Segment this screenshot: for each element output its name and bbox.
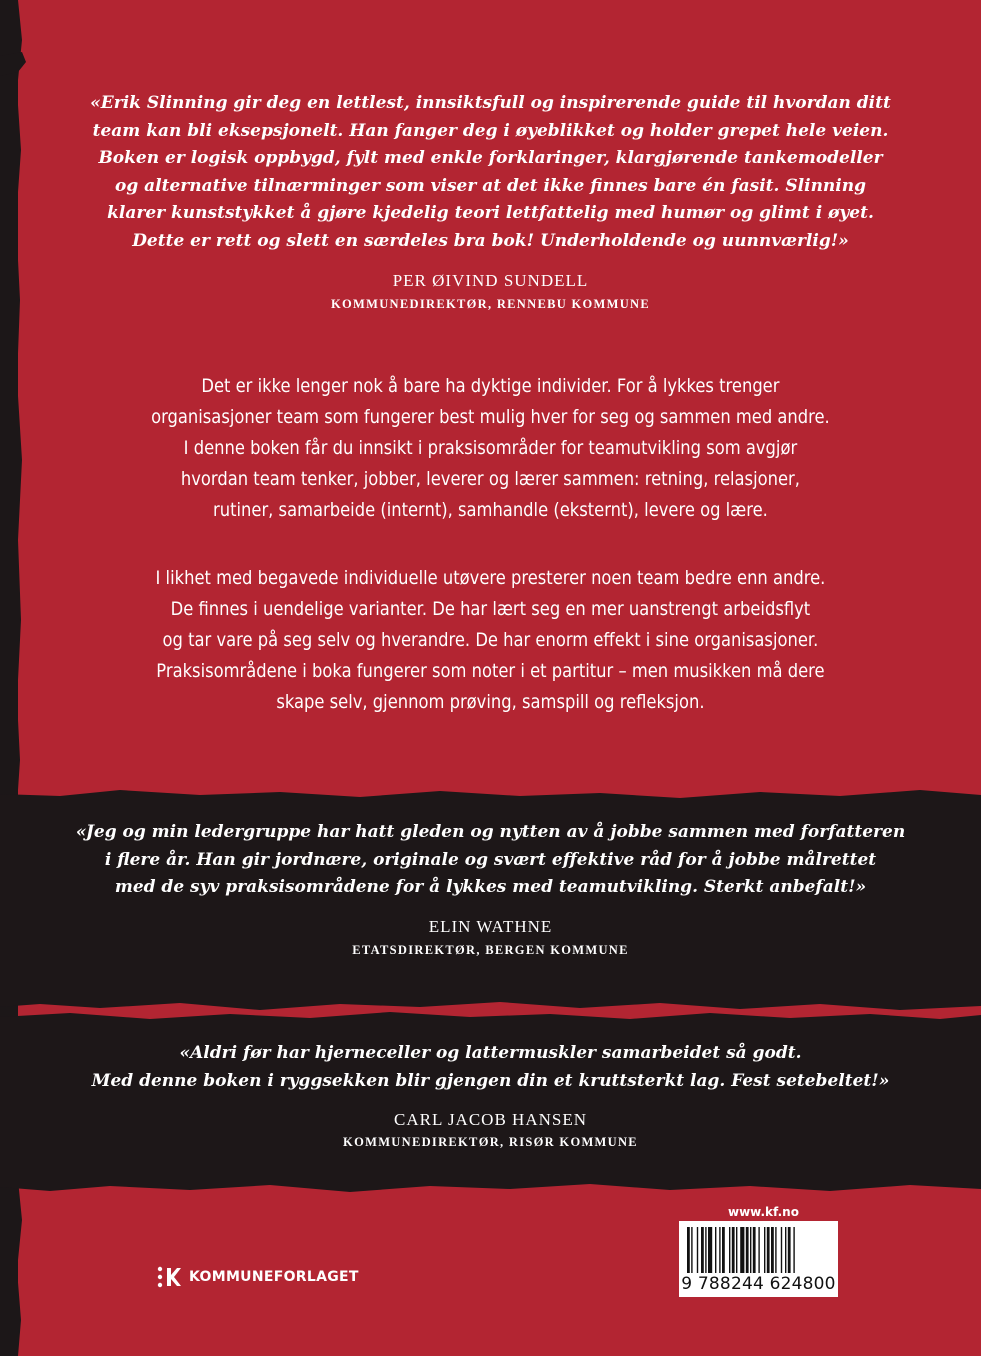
barcode-bar [708, 1227, 712, 1273]
band-2-bottom-edge [0, 1180, 981, 1196]
publisher-url: www.kf.no [728, 1205, 799, 1219]
quote-3-author: CARL JACOB HANSEN [393, 1110, 587, 1129]
publisher-name: KOMMUNEFORLAGET [189, 1269, 359, 1285]
band-1-top-edge [0, 786, 981, 802]
barcode-bar [785, 1227, 786, 1273]
barcode-bar [764, 1227, 765, 1273]
barcode-bar [746, 1227, 749, 1273]
quote-2-text: «Jeg og min ledergruppe har hatt gleden og nytten av å jobbe sammen med forfatteren i flere år. Han gir jordnære, originale og svært effektive råd for å jobbe målrettet med de syv praksisområdene for å lykkes med teamutvikling. Sterkt anbefalt!» [75, 822, 906, 897]
barcode-bar [729, 1227, 730, 1273]
band-2-top-edge [0, 1008, 981, 1024]
torn-edge-top [0, 50, 26, 80]
isbn-number: 9 788244 624800 [681, 1274, 836, 1294]
quote-1-text: «Erik Slinning gir deg en lettlest, innsiktsfull og inspirerende guide til hvordan ditt team kan bli eksepsjonelt. Han fanger deg i øyeblikket og holder grepet hele veien. Boken er logisk oppbygd, fylt med enkle forklaringer, klargjørende tankemodeller og alternative tilnærminger som viser at det ikke finnes bare én fasit. Slinning klarer kunststykket å gjøre kjedelig teori lettfattelig med humør og glimt i øyet. Dette er rett og slett en særdeles bra bok! Underholdende og uunnværlig!» [90, 93, 891, 251]
barcode-bar [750, 1227, 751, 1273]
barcode-bars-graphic [687, 1227, 830, 1273]
quote-3-role: KOMMUNEDIREKTØR, RISØR KOMMUNE [343, 1135, 638, 1149]
barcode-bar [705, 1227, 706, 1273]
description-paragraph-1: Det er ikke lenger nok å bare ha dyktige individer. For å lykkes trenger organisasjoner team som fungerer best mulig hver for seg og sammen med andre. I denne boken får du innsikt i praksisområder for teamutvikling som avgjør hvordan team tenker, jobber, leverer og lærer sammen: retning, relasjoner, rutiner, samarbeide (internt), samhandle (eksternt), levere og lære. [151, 375, 830, 521]
kommuneforlaget-logo-icon [157, 1265, 181, 1289]
barcode-bar [788, 1227, 791, 1273]
quote-3-text: «Aldri før har hjerneceller og lattermuskler samarbeidet så godt. Med denne boken i ryggsekken blir gjengen din et kruttsterkt lag. Fest setebeltet!» [91, 1043, 890, 1091]
barcode-bar [740, 1227, 744, 1273]
barcode-bar [793, 1227, 794, 1273]
quote-2-author: ELIN WATHNE [428, 917, 553, 936]
barcode-bar [719, 1227, 720, 1273]
isbn-barcode [679, 1221, 838, 1297]
publisher-logo [157, 1264, 359, 1290]
barcode-bar [736, 1227, 737, 1273]
barcode-bar [715, 1227, 716, 1273]
barcode-bar [767, 1227, 770, 1273]
barcode-bar [691, 1227, 692, 1273]
quote-2-role: ETATSDIREKTØR, BERGEN KOMMUNE [352, 943, 629, 957]
barcode-bar [753, 1227, 756, 1273]
quote-1-role: KOMMUNEDIREKTØR, RENNEBU KOMMUNE [330, 297, 651, 311]
barcode-bar [781, 1227, 782, 1273]
barcode-bar [687, 1227, 690, 1273]
barcode-bar [758, 1227, 759, 1273]
barcode-bar [701, 1227, 704, 1273]
barcode-bar [697, 1227, 698, 1273]
description-paragraph-2: I likhet med begavede individuelle utøvere presterer noen team bedre enn andre. De finnes i uendelige varianter. De har lært seg en mer uanstrengt arbeidsflyt og tar vare på seg selv og hverandre. De har enorm effekt i sine organisasjoner. Praksisområdene i boka fungerer som noter i et partitur – men musikken må dere skape selv, gjennom prøving, samspill og refleksjon. [155, 567, 826, 713]
barcode-bar [722, 1227, 725, 1273]
barcode-bar [775, 1227, 776, 1273]
quote-1-author: PER ØIVIND SUNDELL [392, 271, 589, 290]
barcode-bar [732, 1227, 735, 1273]
barcode-bar [771, 1227, 774, 1273]
